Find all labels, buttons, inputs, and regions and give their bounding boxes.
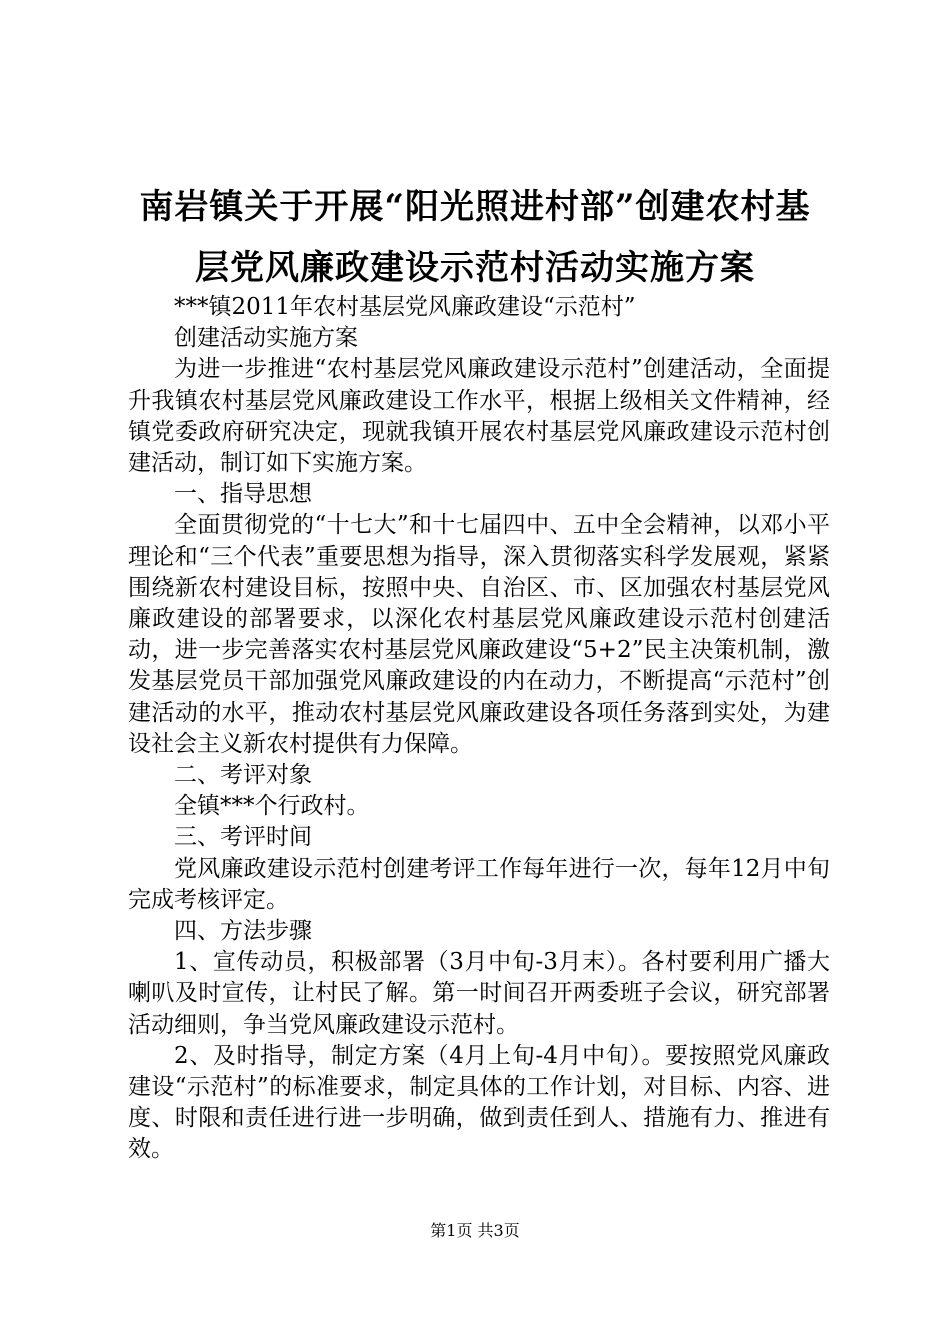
evaluation-time-paragraph: 党风廉政建设示范村创建考评工作每年进行一次，每年12月中旬完成考核评定。 (128, 855, 830, 913)
subtitle-line-2: 创建活动实施方案 (174, 325, 358, 352)
subtitle-line-1: ***镇2011年农村基层党风廉政建设“示范村” (174, 294, 636, 320)
section-heading-evaluation-target: 二、考评对象 (174, 762, 312, 789)
intro-paragraph: 为进一步推进“农村基层党风廉政建设示范村”创建活动，全面提升我镇农村基层党风廉政建设工作水平，根据上级相关文件精神，经镇党委政府研究决定，现就我镇开展农村基层党风廉政建设示范村创建活动，制订如下实施方案。 (128, 356, 830, 477)
guiding-thought-paragraph: 全面贯彻党的“十七大”和十七届四中、五中全会精神，以邓小平理论和“三个代表”重要思想为指导，深入贯彻落实科学发展观，紧紧围绕新农村建设目标，按照中央、自治区、市、区加强农村基层党风廉政建设的部署要求，以深化农村基层党风廉政建设示范村创建活动，进一步完善落实农村基层党风廉政建设“5+2”民主决策机制，激发基层党员干部加强党风廉政建设的内在动力，不断提高“示范村”创建活动的水平，推动农村基层党风廉政建设各项任务落到实处，为建设社会主义新农村提供有力保障。 (128, 512, 830, 757)
method-step-2-paragraph: 2、及时指导，制定方案（4月上旬-4月中旬）。要按照党风廉政建设“示范村”的标准要求，制定具体的工作计划，对目标、内容、进度、时限和责任进行进一步明确，做到责任到人、措施有力、推进有效。 (128, 1042, 830, 1163)
section-heading-guiding-thought: 一、指导思想 (174, 481, 312, 508)
method-step-1-paragraph: 1、宣传动员，积极部署（3月中旬-3月末）。各村要利用广播大喇叭及时宣传，让村民了解。第一时间召开两委班子会议，研究部署活动细则，争当党风廉政建设示范村。 (128, 949, 830, 1038)
document-body (128, 292, 830, 1166)
section-heading-evaluation-time: 三、考评时间 (174, 824, 312, 851)
evaluation-target-paragraph: 全镇***个行政村。 (174, 793, 370, 820)
document-title-line-2: 层党风廉政建设示范村活动实施方案 (195, 248, 755, 288)
page-footer: 第1页 共3页 (430, 1221, 520, 1240)
document-title-line-1: 南岩镇关于开展“阳光照进村部”创建农村基 (139, 187, 811, 227)
section-heading-method-steps: 四、方法步骤 (174, 918, 312, 945)
